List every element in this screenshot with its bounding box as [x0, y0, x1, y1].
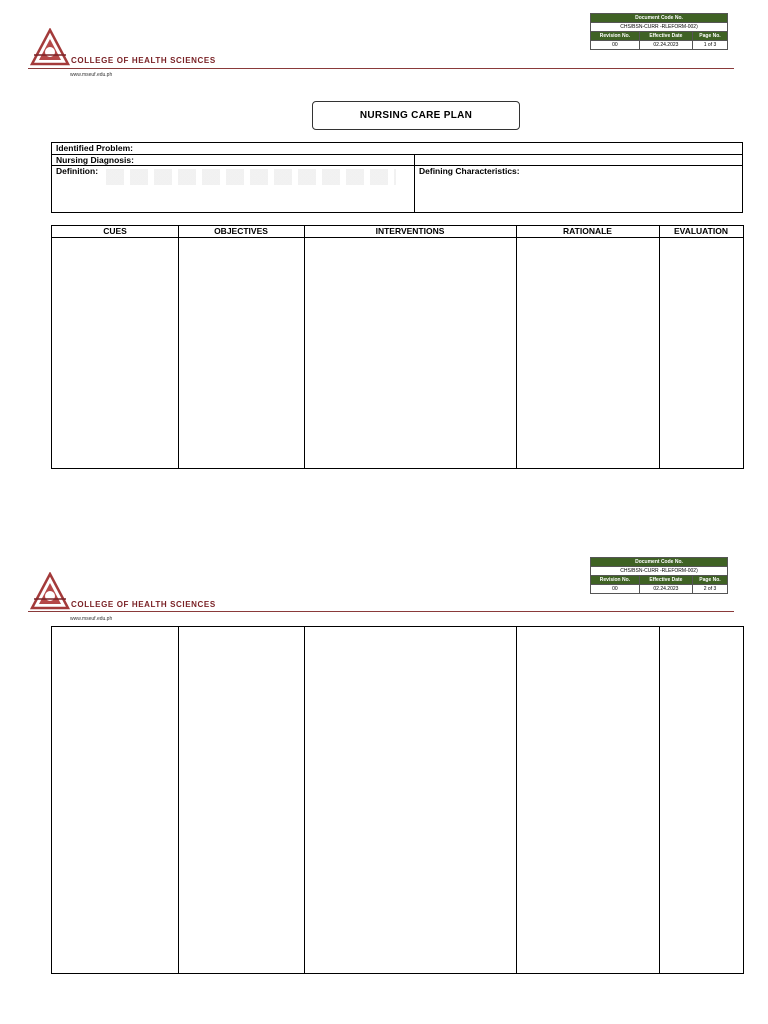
care-plan-header-row — [52, 226, 743, 238]
effective-date-value: 02.24.2023 — [639, 585, 692, 594]
rationale-cell[interactable] — [517, 238, 659, 468]
revision-label: Revision No. — [591, 32, 640, 41]
document-code-value: CHS/BSN-CURR -RLEFORM-002) — [591, 23, 728, 32]
website-link[interactable]: www.mseuf.edu.ph — [70, 616, 113, 622]
definition-label: Definition: — [56, 166, 99, 176]
interventions-cell[interactable] — [305, 627, 516, 973]
objectives-cell[interactable] — [179, 627, 304, 973]
column-header-evaluation: EVALUATION — [674, 226, 728, 236]
defining-characteristics-label: Defining Characteristics: — [419, 166, 520, 176]
page-1-header — [0, 0, 768, 90]
website-link[interactable]: www.mseuf.edu.ph — [70, 72, 113, 78]
college-logo-icon — [30, 28, 70, 68]
page-number-value: 2 of 3 — [693, 585, 728, 594]
diagnosis-info-table — [51, 142, 743, 213]
cues-cell[interactable] — [52, 627, 178, 973]
form-title: NURSING CARE PLAN — [312, 101, 520, 130]
page-number-label: Page No. — [693, 576, 728, 585]
effective-date-label: Effective Date — [639, 576, 692, 585]
defining-characteristics-cell[interactable] — [415, 166, 742, 212]
document-code-table — [590, 557, 728, 594]
rationale-cell[interactable] — [517, 627, 659, 973]
header-rule — [28, 68, 734, 69]
evaluation-cell[interactable] — [660, 238, 743, 468]
document-code-label: Document Code No. — [591, 14, 728, 23]
college-name: COLLEGE OF HEALTH SCIENCES — [71, 56, 216, 65]
page-2-header — [0, 544, 768, 634]
effective-date-label: Effective Date — [639, 32, 692, 41]
care-plan-table-continued — [51, 626, 744, 974]
objectives-cell[interactable] — [179, 238, 304, 468]
column-header-interventions: INTERVENTIONS — [375, 226, 445, 236]
header-rule — [28, 611, 734, 612]
nursing-diagnosis-label: Nursing Diagnosis: — [56, 155, 134, 165]
nursing-diagnosis-row[interactable] — [52, 155, 742, 166]
faded-definition-text — [106, 169, 396, 185]
page-number-label: Page No. — [693, 32, 728, 41]
care-plan-table — [51, 225, 744, 469]
revision-value: 00 — [591, 41, 640, 50]
column-header-rationale: RATIONALE — [563, 226, 612, 236]
identified-problem-label: Identified Problem: — [56, 143, 133, 153]
interventions-cell[interactable] — [305, 238, 516, 468]
column-header-cues: CUES — [103, 226, 127, 236]
document-code-label: Document Code No. — [591, 558, 728, 567]
column-header-objectives: OBJECTIVES — [214, 226, 268, 236]
college-logo-icon — [30, 572, 70, 612]
cues-cell[interactable] — [52, 238, 178, 468]
effective-date-value: 02.24.2023 — [639, 41, 692, 50]
college-name: COLLEGE OF HEALTH SCIENCES — [71, 600, 216, 609]
page-number-value: 1 of 3 — [693, 41, 728, 50]
document-code-value: CHS/BSN-CURR -RLEFORM-002) — [591, 567, 728, 576]
revision-label: Revision No. — [591, 576, 640, 585]
evaluation-cell[interactable] — [660, 627, 743, 973]
revision-value: 00 — [591, 585, 640, 594]
identified-problem-row[interactable] — [52, 143, 742, 155]
document-code-table — [590, 13, 728, 50]
